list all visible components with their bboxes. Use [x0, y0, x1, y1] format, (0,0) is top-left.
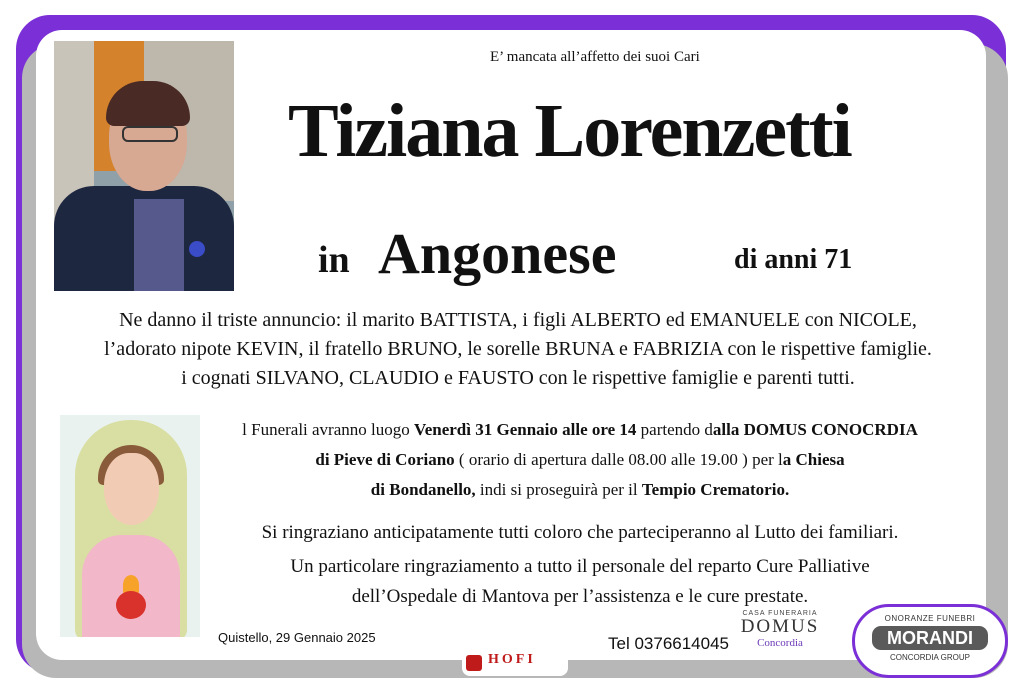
funeral-line: l Funerali avranno luogo Venerdì 31 Gennaio alle ore 14 partendo dalla DOMUS CONOCRDIA: [242, 420, 918, 439]
special-thanks-line: dell’Ospedale di Mantova per l’assistenza e le cure prestate.: [351, 586, 809, 607]
portrait-photo: [54, 41, 234, 291]
announcement-text: [60, 306, 976, 393]
phone-number: Tel 0376614045: [608, 634, 730, 653]
virgin-mary-image: [60, 415, 200, 637]
place-date: Quistello, 29 Gennaio 2025: [218, 630, 376, 645]
funeral-line: di Pieve di Coriano ( orario di apertura dalle 08.00 alle 19.00 ) per la Chiesa: [315, 450, 845, 469]
deceased-name: Tiziana Lorenzetti: [288, 89, 851, 173]
hofi-mark-icon: [466, 655, 482, 671]
hofi-logo: HOFI: [462, 650, 568, 676]
morandi-logo: ONORANZE FUNEBRI MORANDI CONCORDIA GROUP: [852, 604, 1008, 678]
domus-logo: CASA FUNERARIA DOMUS Concordia: [740, 610, 820, 649]
announcement-line: l’adorato nipote KEVIN, il fratello BRUNO, le sorelle BRUNA e FABRIZIA con le rispettive famiglie.: [104, 338, 932, 360]
special-thanks: [200, 552, 960, 612]
announcement-line: i cognati SILVANO, CLAUDIO e FAUSTO con le rispettive famiglie e parenti tutti.: [181, 367, 855, 389]
thanks-text: Si ringraziano anticipatamente tutti coloro che parteciperanno al Lutto dei familiari.: [261, 522, 899, 543]
age: di anni 71: [734, 244, 853, 275]
special-thanks-line: Un particolare ringraziamento a tutto il personale del reparto Cure Palliative: [290, 556, 870, 577]
funeral-details: [200, 415, 960, 505]
married-surname: Angonese: [378, 221, 617, 286]
announcement-line: Ne danno il triste annuncio: il marito BATTISTA, i figli ALBERTO ed EMANUELE con NICOLE,: [119, 309, 917, 331]
funeral-line: di Bondanello, indi si proseguirà per il Tempio Crematorio.: [370, 480, 790, 499]
married-prefix: in: [318, 239, 350, 281]
intro-line: E’ mancata all’affetto dei suoi Cari: [490, 49, 700, 65]
